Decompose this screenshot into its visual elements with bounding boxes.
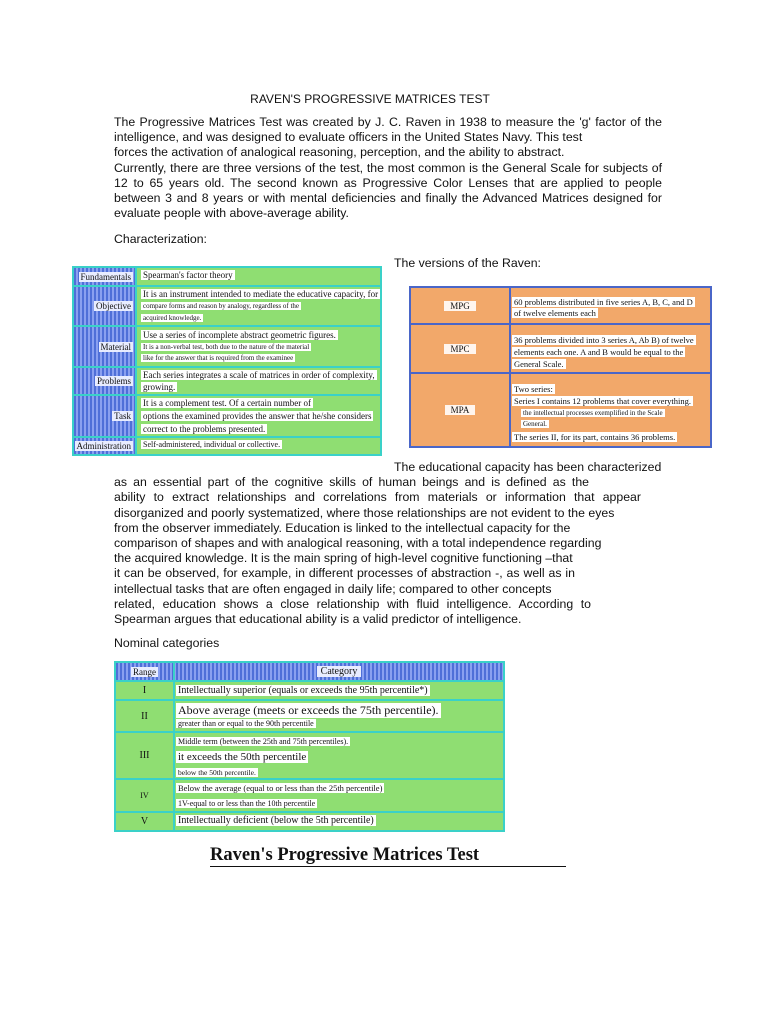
category-text: below the 50th percentile. <box>178 768 256 777</box>
table-row <box>116 813 503 830</box>
category-text: it exceeds the 50th percentile <box>178 751 307 763</box>
category-text: Middle term (between the 25th and 75th percentiles). <box>178 737 349 746</box>
range-code: I <box>116 682 175 699</box>
category-text: greater than or equal to the 90th percentile <box>178 719 314 728</box>
cell-text: Self-administered, individual or collective. <box>143 440 281 449</box>
table-row <box>116 701 503 733</box>
document-title: RAVEN'S PROGRESSIVE MATRICES TEST <box>250 92 490 106</box>
versions-heading: The versions of the Raven: <box>394 256 541 270</box>
table-row <box>74 396 380 438</box>
body-line: as an essential part of the cognitive skills of human beings and is defined as the <box>114 475 589 490</box>
table-row <box>411 288 710 325</box>
row-label: Task <box>74 396 137 436</box>
body-line: related, education shows a close relationship with fluid intelligence. According to <box>114 596 591 611</box>
category-header: Category <box>317 666 362 677</box>
table-row <box>116 780 503 813</box>
cell-text: 60 problems distributed in five series A, B, C, and D <box>514 297 693 307</box>
cell-text: Each series integrates a scale of matrices in order of complexity, <box>143 370 375 380</box>
row-label: MPC <box>411 325 511 372</box>
table-row <box>74 287 380 327</box>
body-line: ability to extract relationships and correlations from materials or information that appear <box>114 490 641 505</box>
cell-text: like for the answer that is required from the examinee <box>143 354 294 362</box>
footer-title: Raven's Progressive Matrices Test <box>210 845 566 867</box>
cell-text: General Scale. <box>514 359 564 369</box>
cell-text: the intellectual processes exemplified in the Scale <box>523 409 663 417</box>
capacity-paragraph <box>114 460 674 627</box>
body-line: Spearman argues that educational ability is a valid predictor of intelligence. <box>114 611 522 626</box>
cell-text: Use a series of incomplete abstract geometric figures. <box>143 330 336 340</box>
nominal-categories-table <box>114 661 505 832</box>
row-label: Fundamentals <box>74 268 137 285</box>
cell-text: General. <box>523 420 547 428</box>
cell-text: Two series: <box>514 384 553 394</box>
table-row <box>116 733 503 780</box>
cell-text: It is a complement test. Of a certain number of <box>143 398 311 408</box>
cell-text: acquired knowledge. <box>143 314 202 322</box>
cell-text: 36 problems divided into 3 series A, Ab B) of twelve <box>514 335 694 345</box>
cell-text: options the examined provides the answer that he/she considers <box>143 411 372 421</box>
body-line: it can be observed, for example, in different processes of abstraction -, as well as in <box>114 566 575 581</box>
intro-line: evaluate people with above-average ability. <box>114 206 349 221</box>
intro-line: intelligence, and was designed to evaluate officers in the United States Navy. This test <box>114 130 583 145</box>
category-text: Intellectually superior (equals or exceeds the 95th percentile*) <box>178 685 428 696</box>
table-row <box>411 325 710 374</box>
intro-line: 12 to 65 years old. The second known as Progressive Color Lenses that are applied to people <box>114 175 662 190</box>
cell-text: correct to the problems presented. <box>143 424 266 434</box>
body-line: intellectual tasks that are often engaged in daily life; compared to other concepts <box>114 581 552 596</box>
intro-line: forces the activation of analogical reasoning, perception, and the ability to abstract. <box>114 145 565 160</box>
table-row <box>74 438 380 454</box>
intro-paragraph <box>114 115 662 221</box>
table-row <box>74 368 380 396</box>
cell-text: Series I contains 12 problems that cover everything. <box>514 396 692 406</box>
range-code: II <box>116 701 175 731</box>
table-row <box>74 268 380 287</box>
table-header <box>116 663 503 682</box>
category-text: Below the average (equal to or less than the 25th percentile) <box>178 783 383 793</box>
cell-text: growing. <box>143 382 176 392</box>
cell-text: elements each one. A and B would be equal to the <box>514 347 684 357</box>
row-label: MPG <box>411 288 511 323</box>
range-code: IV <box>116 780 175 811</box>
intro-line: Currently, there are three versions of the test, the most common is the General Scale for subjects of <box>114 160 662 175</box>
body-line: from the observer immediately. Education is linked to the intellectual capacity for the <box>114 520 571 535</box>
body-line: The educational capacity has been characterized <box>394 460 662 474</box>
intro-line: The Progressive Matrices Test was created by J. C. Raven in 1938 to measure the 'g' factor of the <box>114 115 662 129</box>
category-text: 1V-equal to or less than the 10th percentile <box>178 799 316 808</box>
cell-text: Spearman's factor theory <box>143 270 233 280</box>
row-label: Problems <box>74 368 137 394</box>
characterization-heading: Characterization: <box>114 232 207 246</box>
body-line: the acquired knowledge. It is the main spring of high-level cognitive functioning –that <box>114 551 573 566</box>
cell-text: The series II, for its part, contains 36 problems. <box>514 432 676 442</box>
nominal-heading: Nominal categories <box>114 636 220 650</box>
range-code: V <box>116 813 175 830</box>
body-line: comparison of shapes and with analogical reasoning, with a total independence regarding <box>114 535 602 550</box>
table-row <box>74 327 380 368</box>
table-row <box>411 374 710 446</box>
cell-text: compare forms and reason by analogy, regardless of the <box>143 302 300 310</box>
category-text: Intellectually deficient (below the 5th percentile) <box>178 815 374 826</box>
cell-text: It is an instrument intended to mediate the educative capacity, for <box>143 289 379 299</box>
characterization-table <box>72 266 382 456</box>
category-text: Above average (meets or exceeds the 75th percentile). <box>178 703 439 717</box>
row-label: Objective <box>74 287 137 325</box>
row-label: MPA <box>411 374 511 446</box>
body-line: disorganized and poorly systematized, where those relationships are not evident to the eyes <box>114 505 615 520</box>
row-label: Administration <box>74 438 137 454</box>
range-header: Range <box>133 666 156 677</box>
cell-text: It is a non-verbal test, both due to the nature of the material <box>143 343 310 351</box>
table-row <box>116 682 503 701</box>
row-label: Material <box>74 327 137 366</box>
range-code: III <box>116 733 175 778</box>
versions-table <box>409 286 712 448</box>
intro-line: between 3 and 8 years or with mental deficiencies and finally the Advanced Matrices designed for <box>114 190 662 205</box>
cell-text: of twelve elements each <box>514 308 596 318</box>
